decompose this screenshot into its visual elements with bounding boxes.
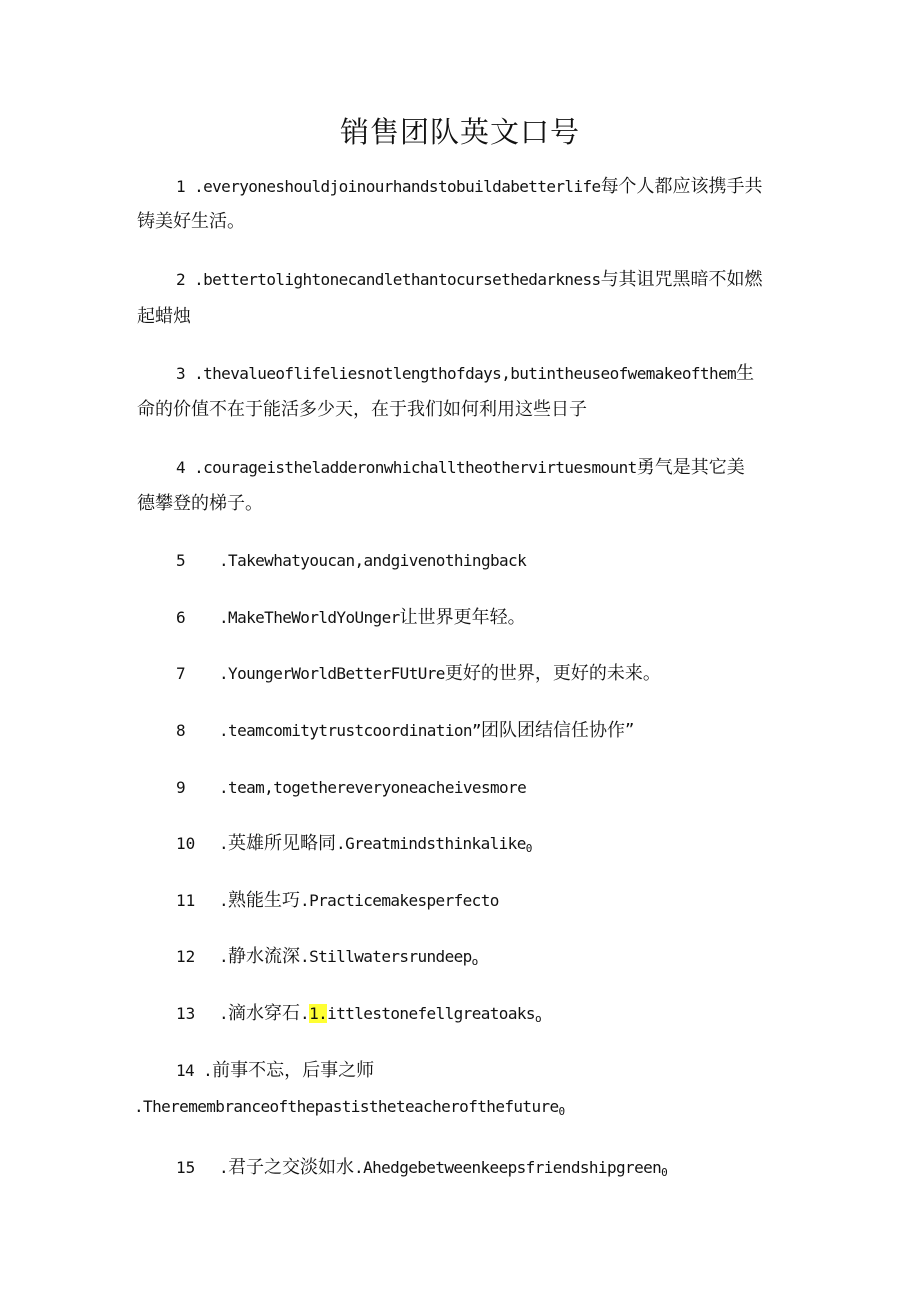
item-chinese: 英雄所见略同 xyxy=(228,833,337,854)
list-item-2 xyxy=(176,268,763,292)
item-english: .YoungerWorldBetterFUtUre xyxy=(219,664,445,683)
item-chinese: 让世界更年轻。 xyxy=(399,607,526,628)
item-english: .MakeTheWorldYoUnger xyxy=(219,608,400,627)
list-item-12 xyxy=(219,945,478,974)
item-number: 13 xyxy=(176,1004,196,1023)
list-item-14 xyxy=(176,1059,374,1083)
list-item-15 xyxy=(219,1156,667,1185)
item-english: .Greatmindsthinkalike xyxy=(336,834,526,853)
item-number: 10 xyxy=(176,834,196,853)
item-chinese-continuation: 起蜡烛 xyxy=(137,306,191,327)
highlighted-text: 1. xyxy=(309,1004,328,1023)
item-chinese: 君子之交淡如水 xyxy=(228,1157,355,1178)
list-item-4-continuation xyxy=(137,492,263,516)
item-number: 2 xyxy=(176,270,186,289)
list-item-9 xyxy=(219,776,526,800)
item-dot: . xyxy=(219,947,229,966)
item-english: .Ahedgebetweenkeepsfriendshipgreen xyxy=(354,1158,662,1177)
item-number: 9 xyxy=(176,778,186,797)
item-english: .Takewhatyoucan,andgivenothingback xyxy=(219,551,527,570)
item-number: 15 xyxy=(176,1158,196,1177)
item-chinese-continuation: 命的价值不在于能活多少天，在于我们如何利用这些日子 xyxy=(137,399,587,420)
list-item-13 xyxy=(219,1002,541,1031)
item-chinese: 静水流深 xyxy=(228,946,301,967)
item-english: .bettertolightonecandlethantocursethedarkness xyxy=(185,270,601,289)
item-english-continuation: ittlestonefellgreatoaks xyxy=(327,1004,535,1023)
item-number: 14 xyxy=(176,1061,195,1080)
item-number: 3 xyxy=(176,364,186,383)
list-item-7 xyxy=(219,662,661,686)
list-item-10 xyxy=(219,832,532,861)
item-dot: . xyxy=(194,1061,213,1080)
item-english: .everyoneshouldjoinourhandstobuildabetterlife xyxy=(185,177,601,196)
list-item-14-continuation xyxy=(134,1095,565,1124)
list-item-5 xyxy=(219,549,526,573)
item-english: .thevalueoflifeliesnotlengthofdays,butintheuseofwemakeofthem xyxy=(185,364,737,383)
item-number: 6 xyxy=(176,608,186,627)
item-trailing-mark: 0 xyxy=(558,1105,565,1118)
item-dot: . xyxy=(219,1004,229,1023)
list-item-1-continuation xyxy=(137,210,245,234)
item-number: 7 xyxy=(176,664,186,683)
item-chinese-continuation: 德攀登的梯子。 xyxy=(137,493,263,514)
item-chinese: 团队团结信任协作” xyxy=(480,720,635,741)
item-chinese: 每个人都应该携手共 xyxy=(600,176,763,197)
item-dot: . xyxy=(219,834,229,853)
list-item-3-continuation xyxy=(137,398,587,422)
item-english: .Stillwatersrundeep xyxy=(300,947,472,966)
item-chinese-continuation: 铸美好生活。 xyxy=(137,211,245,232)
item-number: 1 xyxy=(176,177,186,196)
item-english: . xyxy=(300,1004,310,1023)
item-english: .courageistheladderonwhichalltheothervirtuesmount xyxy=(185,458,637,477)
item-chinese: 滴水穿石 xyxy=(228,1003,301,1024)
item-chinese: 前事不忘，后事之师 xyxy=(212,1060,375,1081)
item-trailing-mark: o xyxy=(471,955,478,968)
item-english: .Practicemakesperfecto xyxy=(300,891,499,910)
item-number: 11 xyxy=(176,891,196,910)
item-english: .Theremembranceofthepastistheteacherofthefuture xyxy=(134,1097,559,1116)
list-item-11 xyxy=(219,889,499,913)
item-chinese: 更好的世界，更好的未来。 xyxy=(444,663,661,684)
list-item-6 xyxy=(219,606,526,630)
item-dot: . xyxy=(219,891,229,910)
page-title: 销售团队英文口号 xyxy=(339,115,580,149)
item-trailing-mark: 0 xyxy=(661,1166,668,1179)
list-item-4 xyxy=(176,456,745,480)
item-english: .teamcomitytrustcoordination” xyxy=(219,721,481,740)
item-chinese: 生 xyxy=(736,363,755,384)
item-number: 12 xyxy=(176,947,196,966)
item-english: .team,togethereveryoneacheivesmore xyxy=(219,778,527,797)
item-chinese: 熟能生巧 xyxy=(228,890,301,911)
item-trailing-mark: o xyxy=(534,1012,541,1025)
list-item-8 xyxy=(219,719,634,743)
item-dot: . xyxy=(219,1158,229,1177)
item-number: 4 xyxy=(176,458,186,477)
item-chinese: 勇气是其它美 xyxy=(636,457,745,478)
item-number: 5 xyxy=(176,551,186,570)
list-item-3 xyxy=(176,362,754,386)
item-chinese: 与其诅咒黑暗不如燃 xyxy=(600,269,763,290)
item-number: 8 xyxy=(176,721,186,740)
list-item-2-continuation xyxy=(137,305,191,329)
item-trailing-mark: 0 xyxy=(525,842,532,855)
list-item-1 xyxy=(176,175,763,199)
